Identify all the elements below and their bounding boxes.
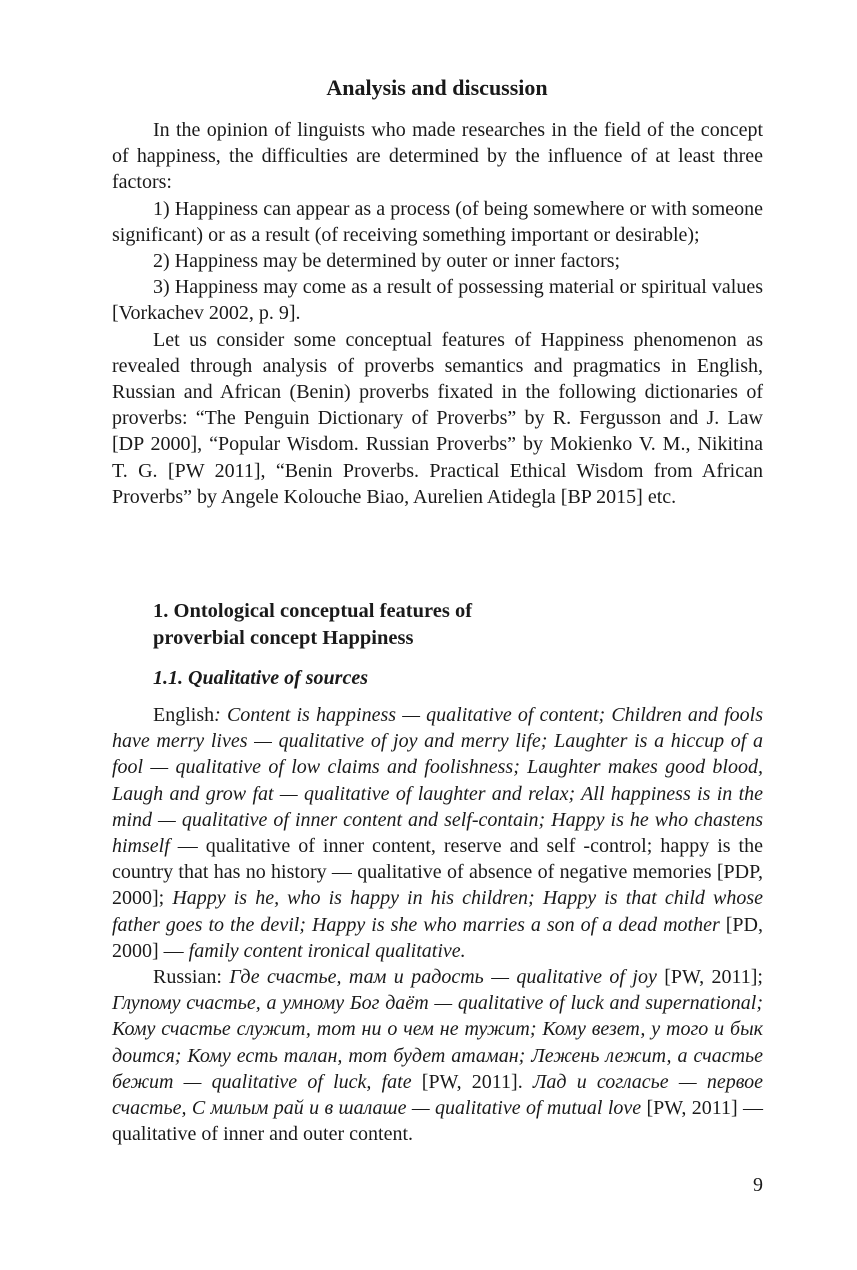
paragraph-russian <box>112 964 763 1147</box>
intro-body <box>112 117 763 510</box>
russian-citation-2: [PW, 2011]. <box>411 1070 533 1093</box>
russian-proverbs-3: Лад и согласье — первое счастье, С милым рай и в шалаше — qualitative of mutual love <box>112 1070 763 1120</box>
russian-proverbs-2: Глупому счастье, а умному Бог даёт — qualitative of luck and supernational; Кому счастье служит, тот ни о чем не тужит; Кому везет, у того и бык доится; Кому есть талан, тот будет атаман; Лежень лежит, а счастье бежит — qualitative of luck, fate <box>112 992 763 1093</box>
russian-citation-1: [PW, 2011]; <box>656 966 763 989</box>
section-title-line-1: 1. Ontological conceptual features of <box>153 600 473 622</box>
russian-proverbs-1: Где счастье, там и радость — qualitative of joy <box>229 966 657 989</box>
paragraph-factor-1: 1) Happiness can appear as a process (of being somewhere or with someone significant) or as a result (of receiving something important or desirable); <box>112 197 763 246</box>
paragraph-intro: In the opinion of linguists who made researches in the field of the concept of happiness, the difficulties are determined by the influence of at least three factors: <box>112 119 763 194</box>
english-commentary: — qualitative of inner content, reserve and self -control; happy is the country that has no history — qualitative of absence of negative memories [PDP, 2000]; <box>112 835 763 910</box>
paragraph-consider: Let us consider some conceptual features of Happiness phenomenon as revealed through analysis of proverbs semantics and pragmatics in English, Russian and African (Benin) proverbs fixated in the following dictionaries of proverbs: “The Penguin Dictionary of Proverbs” by R. Fergusson and J. Law [DP 2000], “Popular Wisdom. Russian Proverbs” by Mokienko V. M., Nikitina T. G. [PW 2011], “Benin Proverbs. Practical Ethical Wisdom from African Proverbs” by Angele Kolouche Biao, Aurelien Atidegla [BP 2015] etc. <box>112 328 763 508</box>
section-title <box>153 598 713 652</box>
paragraph-factor-2: 2) Happiness may be determined by outer or inner factors; <box>153 250 621 273</box>
section-title-line-2: proverbial concept Happiness <box>153 627 414 649</box>
english-citation: [PD, 2000] — <box>112 913 763 962</box>
russian-conclusion: [PW, 2011] — qualitative of inner and outer content. <box>112 1097 763 1146</box>
examples-body <box>112 702 763 1147</box>
russian-label: Russian: <box>153 966 230 989</box>
english-conclusion: family content ironical qualitative. <box>188 939 466 962</box>
english-proverbs-2: Happy is he, who is happy in his children; Happy is that child whose father goes to the devil; Happy is she who marries a son of a dead mother <box>112 887 763 936</box>
subsection-title: 1.1. Qualitative of sources <box>153 667 368 689</box>
paragraph-factor-3: 3) Happiness may come as a result of possessing material or spiritual values [Vorkachev 2002, p. 9]. <box>112 276 763 325</box>
english-proverbs-1: : Content is happiness — qualitative of content; Children and fools have merry lives — qualitative of joy and merry life; Laughter is a hiccup of a fool — qualitative of low claims and foolishness; Laughter makes good blood, Laugh and grow fat — qualitative of laughter and relax; All happiness is in the mind — qualitative of inner content and self-contain; Happy is he who chastens himself <box>112 704 763 858</box>
paragraph-english <box>112 702 763 964</box>
page-heading: Analysis and discussion <box>326 75 548 100</box>
page-number: 9 <box>753 1174 763 1196</box>
english-label: English <box>153 704 215 726</box>
